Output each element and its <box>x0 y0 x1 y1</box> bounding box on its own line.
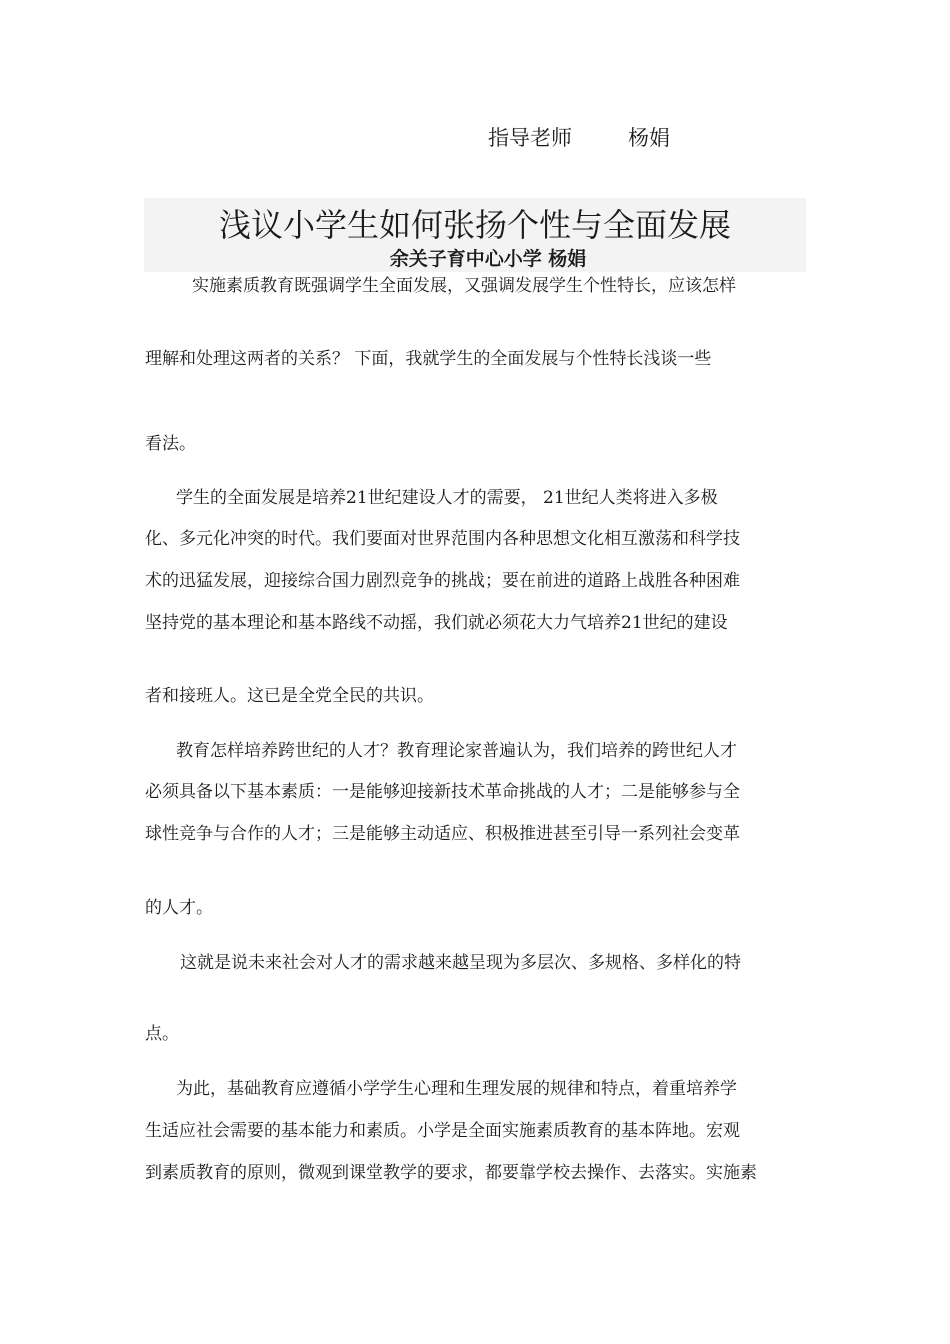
paragraph-line: 实施素质教育既强调学生全面发展，又强调发展学生个性特长，应该怎样 <box>192 276 736 296</box>
paragraph-line: 坚持党的基本理论和基本路线不动摇，我们就必须花大力气培养21世纪的建设 <box>145 613 728 633</box>
paragraph-line: 必须具备以下基本素质：一是能够迎接新技术革命挑战的人才；二是能够参与全 <box>145 782 740 802</box>
advisor-label: 指导老师 <box>488 126 572 150</box>
paragraph-line: 理解和处理这两者的关系？ 下面，我就学生的全面发展与个性特长浅谈一些 <box>145 349 712 369</box>
paragraph-line: 球性竞争与合作的人才；三是能够主动适应、积极推进甚至引导一系列社会变革 <box>145 824 740 844</box>
paragraph-line: 化、多元化冲突的时代。我们要面对世界范围内各种思想文化相互激荡和科学技 <box>145 529 740 549</box>
paragraph-line: 的人才。 <box>145 898 213 918</box>
advisor-name: 杨娟 <box>628 126 670 150</box>
article-byline: 余关子育中心小学 杨娟 <box>389 248 587 270</box>
paragraph-line: 看法。 <box>145 434 196 454</box>
paragraph-line: 生适应社会需要的基本能力和素质。小学是全面实施素质教育的基本阵地。宏观 <box>145 1121 740 1141</box>
paragraph-line: 者和接班人。这已是全党全民的共识。 <box>145 686 434 706</box>
paragraph-line: 教育怎样培养跨世纪的人才？教育理论家普遍认为，我们培养的跨世纪人才 <box>176 741 737 761</box>
paragraph-line: 点。 <box>145 1024 179 1044</box>
advisor-line <box>488 122 670 152</box>
article-title: 浅议小学生如何张扬个性与全面发展 <box>218 206 731 244</box>
paragraph-line: 术的迅猛发展，迎接综合国力剧烈竞争的挑战；要在前进的道路上战胜各种困难 <box>145 571 740 591</box>
paragraph-line: 这就是说未来社会对人才的需求越来越呈现为多层次、多规格、多样化的特 <box>180 953 741 973</box>
paragraph-line: 为此，基础教育应遵循小学学生心理和生理发展的规律和特点，着重培养学 <box>176 1079 737 1099</box>
paragraph-line: 学生的全面发展是培养21世纪建设人才的需要， 21世纪人类将进入多极 <box>176 488 718 508</box>
paragraph-line: 到素质教育的原则，微观到课堂教学的要求，都要靠学校去操作、去落实。实施素 <box>145 1163 757 1183</box>
